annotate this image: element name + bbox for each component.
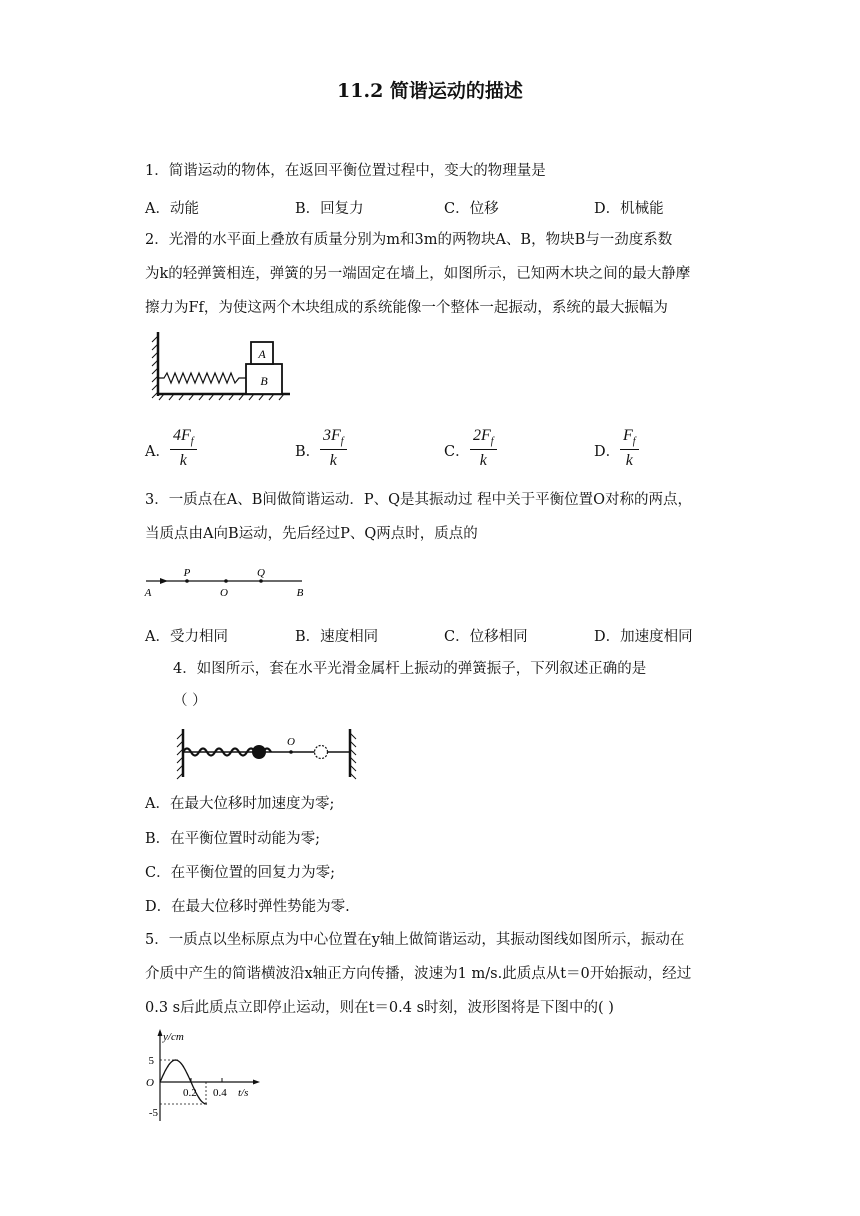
point-q-label: Q bbox=[257, 567, 265, 579]
q3-option-c: C．位移相同 bbox=[444, 629, 528, 645]
point-p-label: P bbox=[183, 567, 191, 579]
point-a-label: A bbox=[144, 587, 152, 599]
x-tick-0-4: 0.4 bbox=[213, 1087, 227, 1099]
q3-line-1: 3．一质点在A、B间做简谐运动．P、Q是其振动过 程中关于平衡位置O对称的两点， bbox=[145, 492, 692, 508]
q3-line-2: 当质点由A向B运动，先后经过P、Q两点时，质点的 bbox=[145, 526, 478, 542]
q2-line-2: 为k的轻弹簧相连，弹簧的另一端固定在墙上，如图所示，已知两木块之间的最大静摩 bbox=[145, 266, 691, 282]
equilibrium-o-label: O bbox=[287, 736, 295, 748]
spring-rod-figure bbox=[175, 725, 360, 780]
q5-line-3: 0.3 s后此质点立即停止运动，则在t＝0.4 s时刻，波形图将是下图中的( ) bbox=[145, 1000, 614, 1016]
q3-option-a: A．受力相同 bbox=[145, 629, 228, 645]
data-point bbox=[167, 1066, 168, 1067]
q4-stem: 4．如图所示，套在水平光滑金属杆上振动的弹簧振子，下列叙述正确的是 bbox=[173, 661, 647, 677]
data-point bbox=[175, 1059, 176, 1060]
y-axis-label: y/cm bbox=[163, 1031, 184, 1043]
block-b-label: B bbox=[260, 374, 268, 388]
q1-option-d: D．机械能 bbox=[594, 201, 664, 217]
q2-line-3: 擦力为Ff，为使这两个木块组成的系统能像一个整体一起振动，系统的最大振幅为 bbox=[145, 300, 668, 316]
point-b-label: B bbox=[296, 587, 304, 599]
y-tick-neg5: -5 bbox=[148, 1107, 158, 1119]
spring-blocks-figure bbox=[150, 328, 295, 406]
q4-option-a: A．在最大位移时加速度为零; bbox=[145, 796, 335, 812]
x-axis-label: t/s bbox=[238, 1087, 249, 1099]
q5-line-2: 介质中产生的简谐横波沿x轴正方向传播，波速为1 m/s.此质点从t＝0开始振动，经过 bbox=[145, 966, 692, 982]
point-o-label: O bbox=[220, 587, 228, 599]
ab-line-figure bbox=[140, 563, 310, 601]
q2-option-a-fraction: $\frac{4F_f}{k}$ bbox=[170, 427, 197, 470]
q1-option-a: A．动能 bbox=[145, 201, 199, 217]
data-point bbox=[159, 1081, 160, 1082]
q2-option-d-fraction: $\frac{F_f}{k}$ bbox=[620, 427, 639, 470]
q1-option-c: C．位移 bbox=[444, 201, 499, 217]
q3-option-d: D．加速度相同 bbox=[594, 629, 693, 645]
q4-answer-blank: （ ） bbox=[173, 693, 207, 709]
q2-option-c-letter: C． bbox=[444, 444, 470, 460]
origin-label: O bbox=[146, 1077, 154, 1089]
q1-stem: 1．简谐运动的物体，在返回平衡位置过程中，变大的物理量是 bbox=[145, 163, 546, 179]
q4-option-d: D．在最大位移时弹性势能为零. bbox=[145, 899, 350, 915]
q2-option-d-letter: D． bbox=[594, 444, 621, 460]
q4-option-b: B．在平衡位置时动能为零; bbox=[145, 831, 321, 847]
q2-option-b-fraction: $\frac{3F_f}{k}$ bbox=[320, 427, 347, 470]
data-point bbox=[198, 1097, 199, 1098]
y-tick-5: 5 bbox=[148, 1055, 154, 1067]
q1-option-b: B．回复力 bbox=[295, 201, 364, 217]
vibration-graph bbox=[140, 1025, 270, 1125]
q2-option-c-fraction: $\frac{2F_f}{k}$ bbox=[470, 427, 497, 470]
q2-line-1: 2．光滑的水平面上叠放有质量分别为m和3m的两物块A、B，物块B与一劲度系数 bbox=[145, 232, 673, 248]
data-point bbox=[190, 1081, 191, 1082]
x-tick-0-2: 0.2 bbox=[183, 1087, 197, 1099]
data-point bbox=[183, 1066, 184, 1067]
q2-option-a-letter: A． bbox=[145, 444, 170, 460]
q4-option-c: C．在平衡位置的回复力为零; bbox=[145, 865, 335, 881]
q5-line-1: 5．一质点以坐标原点为中心位置在y轴上做简谐运动，其振动图线如图所示，振动在 bbox=[145, 932, 685, 948]
data-point bbox=[206, 1103, 207, 1104]
block-a-label: A bbox=[258, 347, 266, 361]
q3-option-b: B．速度相同 bbox=[295, 629, 379, 645]
q2-option-b-letter: B． bbox=[295, 444, 321, 460]
page-title: 11.2 简谐运动的描述 bbox=[337, 80, 523, 102]
